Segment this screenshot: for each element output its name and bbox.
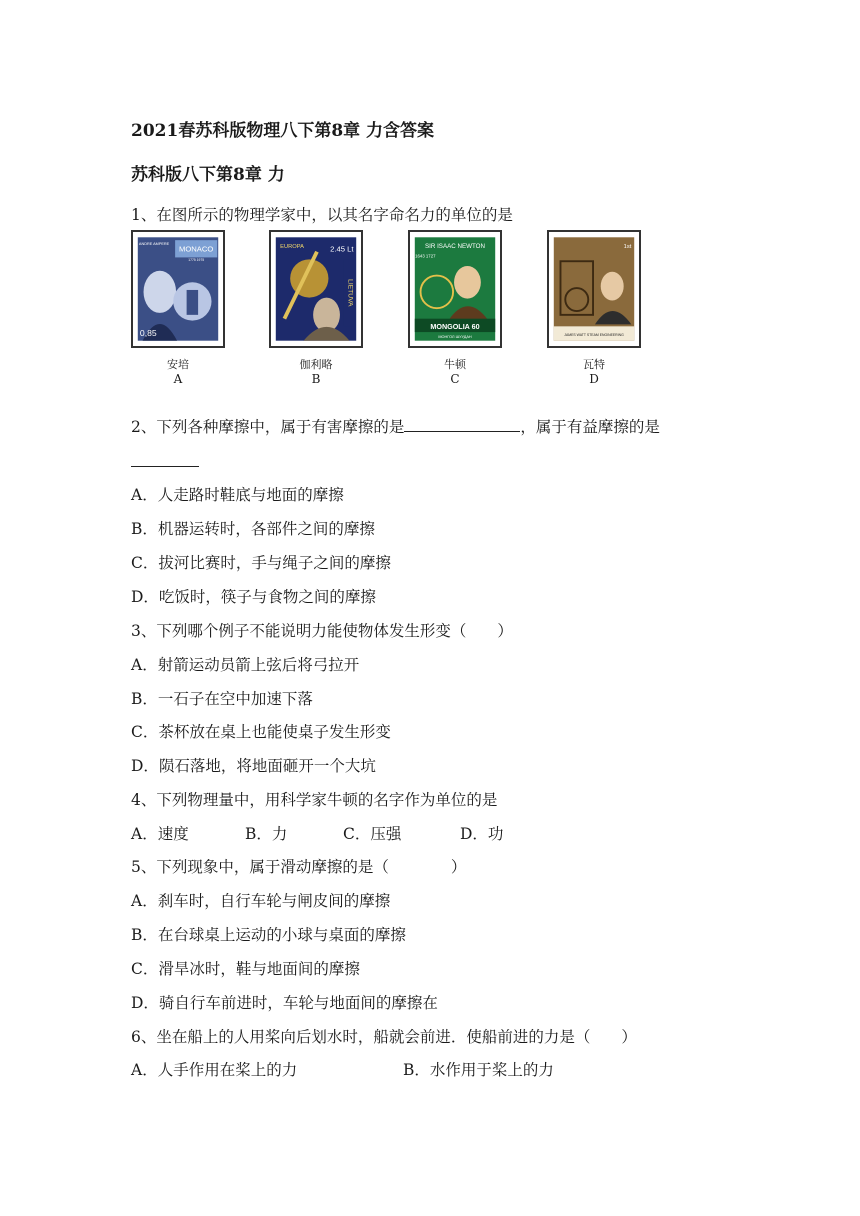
stamp-d-letter: D: [589, 372, 599, 386]
stamp-b-top: EUROPA: [280, 243, 304, 250]
stamp-b-value: 2.45 Lt: [330, 244, 354, 254]
question-5-option-c: C．滑旱冰时，鞋与地面间的摩擦: [131, 960, 360, 978]
question-4-option-c: C．压强: [343, 825, 402, 843]
question-2-option-c: C．拔河比赛时，手与绳子之间的摩擦: [131, 554, 391, 572]
stamp-a: [131, 230, 225, 386]
question-3-stem: 3、下列哪个例子不能说明力能使物体发生形变（ ）: [131, 622, 513, 640]
question-4-option-a: A．速度: [131, 825, 189, 843]
question-3-option-d: D．陨石落地，将地面砸开一个大坑: [131, 757, 376, 775]
ampere-portrait-stamp-icon: [131, 230, 225, 348]
question-3-option-a: A．射箭运动员箭上弦后将弓拉开: [131, 656, 360, 674]
question-6-stem: 6、坐在船上的人用桨向后划水时，船就会前进．使船前进的力是（ ）: [131, 1028, 637, 1046]
question-2-option-d: D．吃饭时，筷子与食物之间的摩擦: [131, 588, 376, 606]
stamp-d: [547, 230, 641, 386]
answer-blank-harmful[interactable]: [404, 417, 520, 432]
stamp-b-letter: B: [311, 372, 321, 386]
question-4-option-d: D．功: [460, 825, 504, 843]
stamp-a-value: 0,85: [139, 327, 157, 338]
stamp-b-country: LIETUVA: [346, 279, 354, 307]
question-1-stem: 1、在图所示的物理学家中，以其名字命名力的单位的是: [131, 206, 513, 224]
stamp-a-years: 1775 1975: [188, 258, 205, 263]
stamp-c-cyrillic: МОНГОЛ ШУУДАН: [438, 334, 472, 339]
question-2-blank-line: [131, 452, 199, 471]
answer-blank-useful[interactable]: [131, 452, 199, 467]
question-5-option-b: B．在台球桌上运动的小球与桌面的摩擦: [131, 926, 406, 944]
question-2-stem-a: 2、下列各种摩擦中，属于有害摩擦的是: [131, 418, 405, 436]
stamp-c: [408, 230, 502, 386]
stamp-a-country: MONACO: [178, 244, 214, 254]
question-2-option-a: A．人走路时鞋底与地面的摩擦: [131, 486, 344, 504]
stamp-b-name: 伽利略: [299, 358, 333, 371]
question-4-options: [131, 822, 503, 844]
question-2-stem-b: ，属于有益摩擦的是: [520, 418, 660, 436]
question-2-option-b: B．机器运转时，各部件之间的摩擦: [131, 520, 375, 538]
stamp-a-top: ANDRE AMPERE: [138, 241, 170, 246]
stamp-c-top: SIR ISAAC NEWTON: [424, 242, 486, 250]
question-5-option-d: D．骑自行车前进时，车轮与地面间的摩擦在: [131, 994, 438, 1012]
stamp-c-name: 牛顿: [444, 358, 466, 371]
question-3-option-c: C．茶杯放在桌上也能使桌子发生形变: [131, 723, 391, 741]
question-2-stem: [131, 415, 660, 437]
question-4-option-b: B．力: [245, 825, 288, 843]
question-6-options: [131, 1058, 554, 1080]
scientist-stamps: [131, 230, 691, 390]
stamp-d-caption: JAMES WATT STEAM ENGINEERING: [564, 332, 624, 337]
stamp-c-years: 1643 1727: [415, 253, 436, 259]
stamp-d-value: 1st: [623, 243, 632, 250]
stamp-a-name: 安培: [167, 358, 189, 371]
question-6-option-b: B．水作用于桨上的力: [403, 1061, 554, 1079]
stamp-a-letter: A: [173, 372, 183, 386]
stamp-d-name: 瓦特: [583, 358, 605, 371]
question-5-stem: 5、下列现象中，属于滑动摩擦的是（ ）: [131, 858, 467, 876]
galileo-telescope-stamp-icon: [269, 230, 363, 348]
stamp-b: [269, 230, 363, 386]
question-5-option-a: A．刹车时，自行车轮与闸皮间的摩擦: [131, 892, 391, 910]
question-6-option-a: A．人手作用在桨上的力: [131, 1061, 298, 1079]
stamp-c-letter: C: [450, 372, 460, 386]
question-3-option-b: B．一石子在空中加速下落: [131, 690, 313, 708]
section-title: 苏科版八下第8章 力: [131, 165, 285, 185]
document-title: 2021春苏科版物理八下第8章 力含答案: [131, 121, 435, 141]
question-4-stem: 4、下列物理量中，用科学家牛顿的名字作为单位的是: [131, 791, 498, 809]
newton-portrait-stamp-icon: [408, 230, 502, 348]
stamp-c-country: MONGOLIA 60: [430, 323, 480, 332]
watt-steam-engine-stamp-icon: [547, 230, 641, 348]
